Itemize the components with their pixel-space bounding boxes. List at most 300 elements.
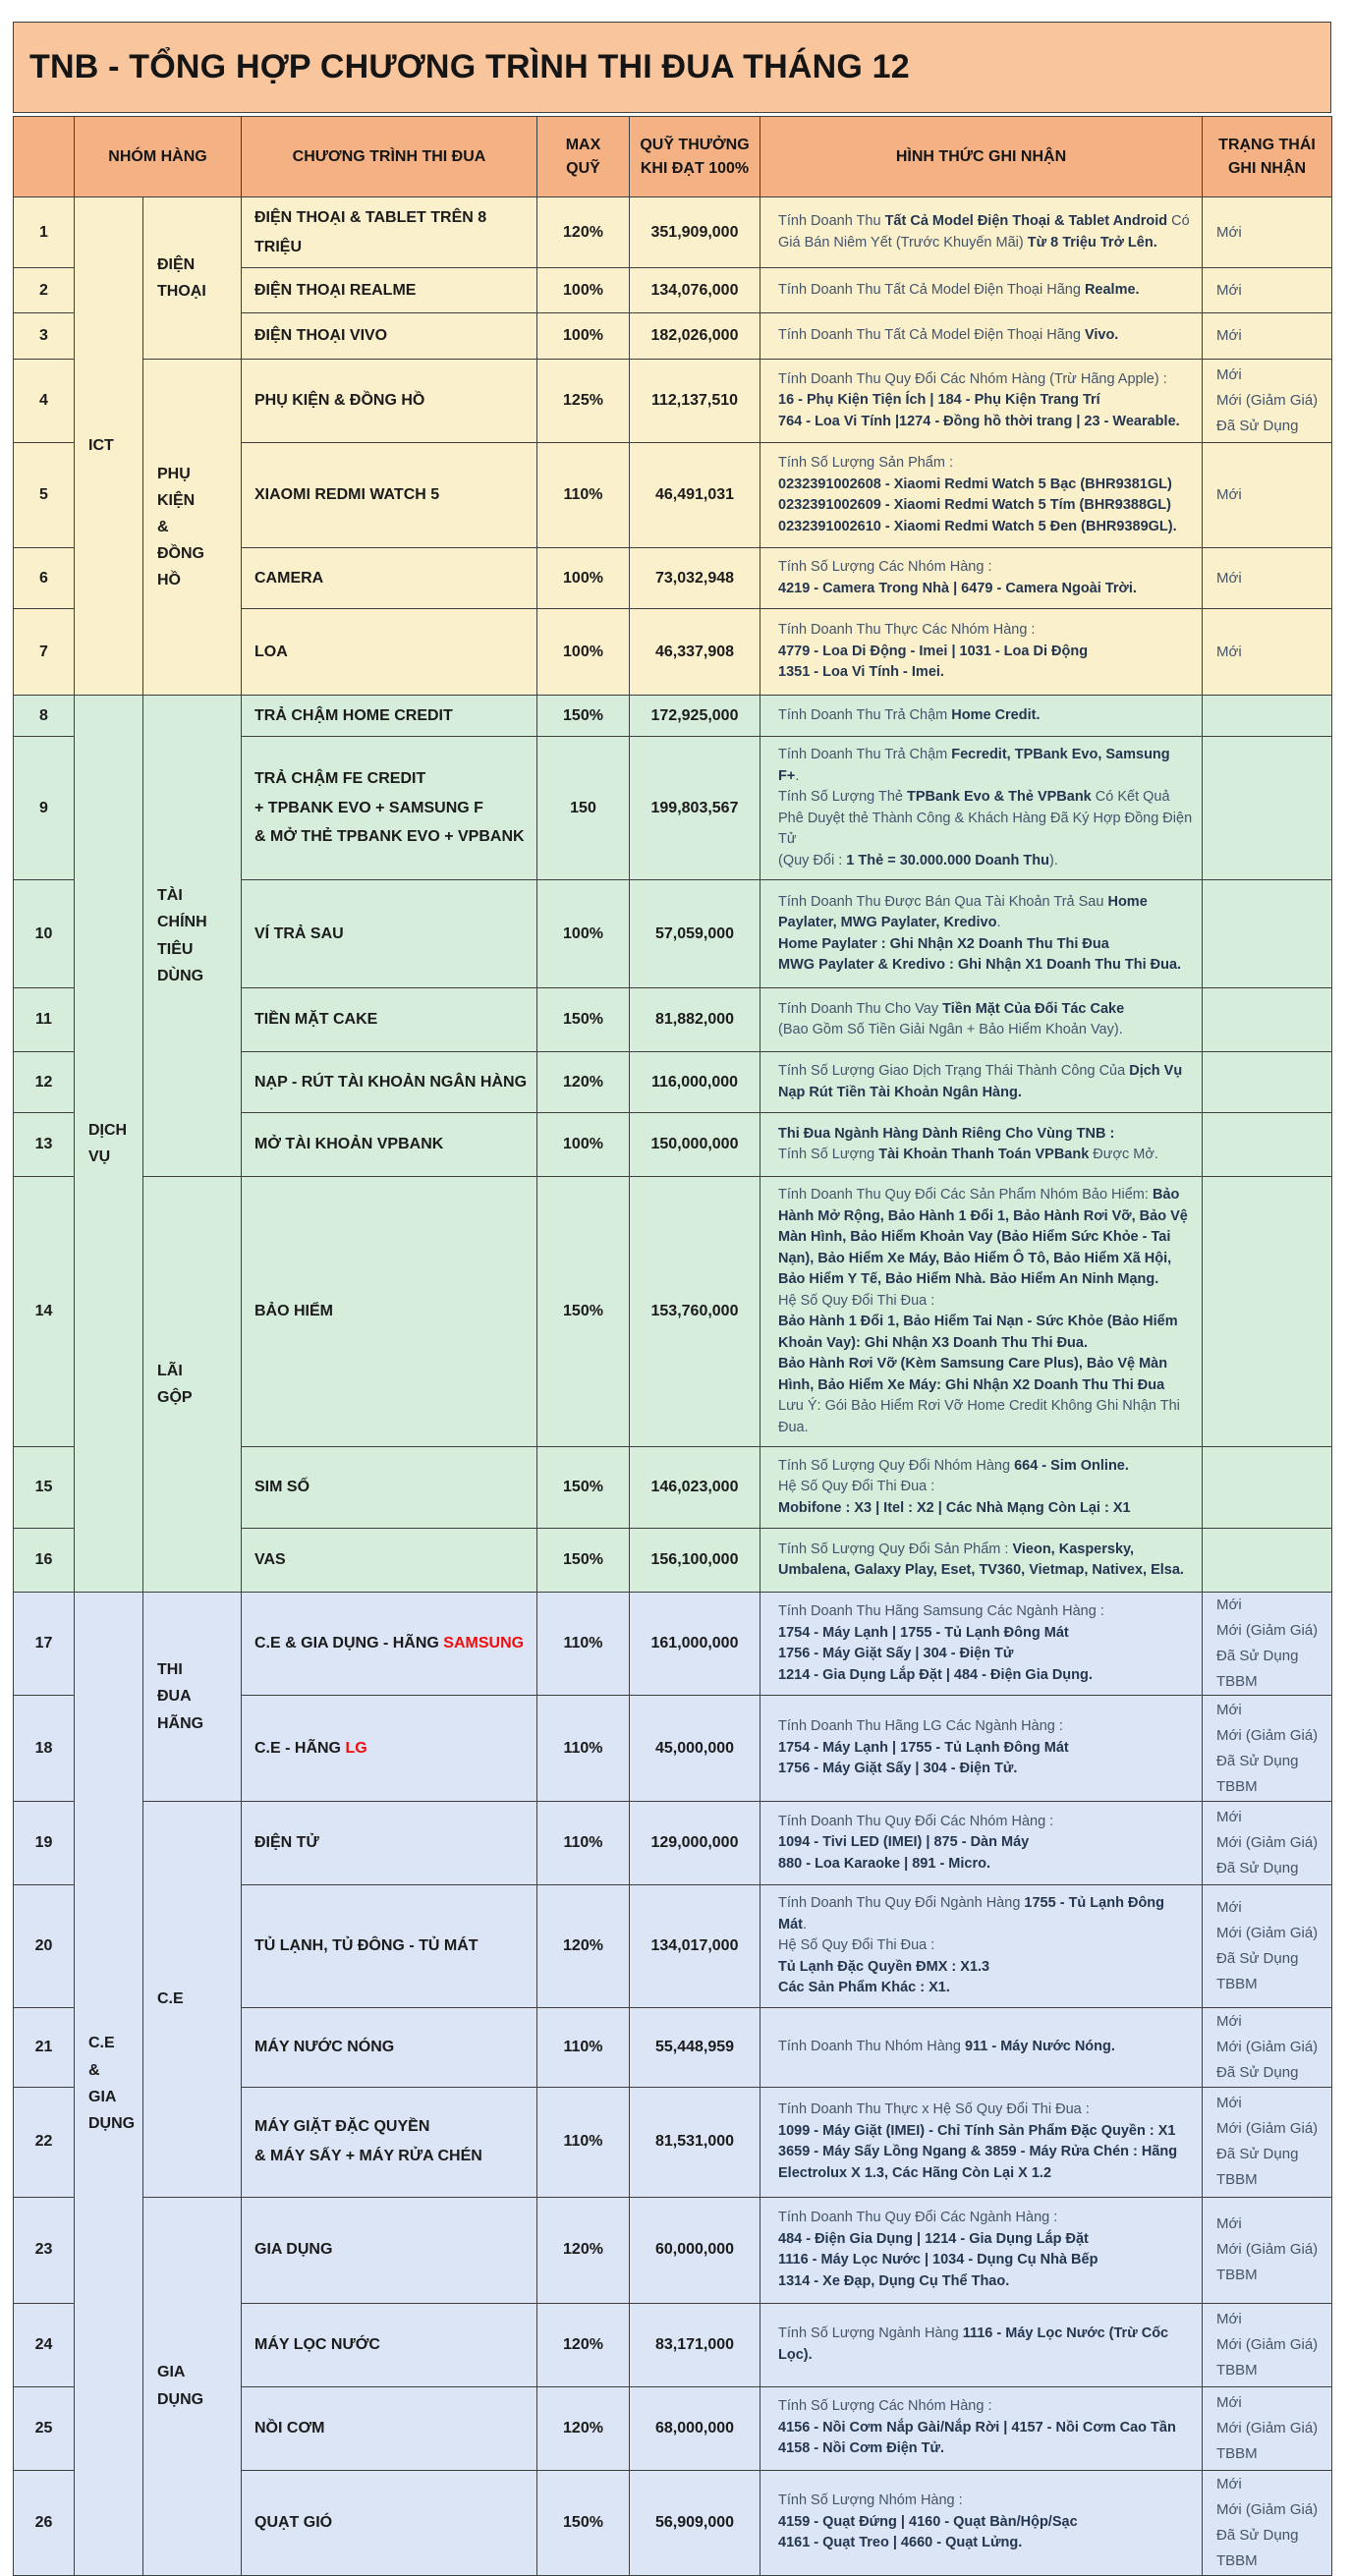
recording-method-cell [760,1696,1203,1802]
recording-method-segment: 1116 - Máy Lọc Nước | 1034 - Dụng Cụ Nhà Bếp [778,2252,1098,2268]
table-row [14,1593,1332,1696]
status-line: Mới (Giảm Giá) [1216,1924,1319,1941]
row-number: 13 [14,1113,75,1177]
status-cell [1203,2470,1332,2575]
reward-fund-cell: 57,059,000 [630,880,760,988]
reward-fund-cell: 55,448,959 [630,2007,760,2087]
recording-method-line [778,999,1194,1021]
reward-fund-cell: 182,026,000 [630,313,760,360]
reward-fund-cell: 150,000,000 [630,1113,760,1177]
program-name-cell [242,2197,537,2303]
recording-method-segment: Tính Số Lượng Giao Dịch Trạng Thái Thành Công Của [778,1063,1130,1079]
recording-method-segment: Tính Số Lượng Ngành Hàng [778,2325,963,2341]
reward-fund-cell: 129,000,000 [630,1802,760,1885]
status-line: Mới [1216,2393,1242,2411]
row-number: 10 [14,880,75,988]
status-line: Mới [1216,2310,1242,2327]
status-cell [1203,1593,1332,1696]
recording-method-line [778,2438,1194,2460]
recording-method-line [778,1061,1194,1103]
reward-fund-cell: 199,803,567 [630,737,760,880]
max-fund-cell: 110% [537,2007,630,2087]
recording-method-segment: Tính Số Lượng Sản Phẩm : [778,455,954,471]
max-fund-cell: 120% [537,1052,630,1113]
status-cell [1203,696,1332,737]
status-line: Đã Sử Dụng [1216,2146,1299,2162]
recording-method-line [778,2037,1194,2058]
recording-method-line [778,892,1194,934]
recording-method-line [778,2250,1194,2271]
recording-method-segment: Hệ Số Quy Đổi Thi Đua : [778,1479,935,1495]
row-number: 24 [14,2303,75,2386]
recording-method-segment: (Bao Gồm Số Tiền Giải Ngân + Bảo Hiểm Khoản Vay). [778,1022,1123,1037]
program-name-segment: NẠP - RÚT TÀI KHOẢN NGÂN HÀNG [254,1073,528,1091]
recording-method-segment: Bảo Hành 1 Đổi 1, Bảo Hiểm Tai Nạn - Sức Khỏe (Bảo Hiểm Khoản Vay): Ghi Nhận X3 Doanh Thu Thi Đua. [778,1314,1178,1351]
status-line: Mới (Giảm Giá) [1216,2419,1319,2436]
recording-method-segment: 1094 - Tivi LED (IMEI) | 875 - Dàn Máy [778,1834,1030,1851]
program-name-segment: ĐIỆN THOẠI REALME [254,281,417,299]
program-name-segment: NỒI CƠM [254,2419,325,2436]
recording-method-segment: 0232391002609 - Xiaomi Redmi Watch 5 Tím (BHR9388GL) [778,497,1171,513]
recording-method-cell [760,2087,1203,2197]
header-trang-thai: TRẠNG THÁI GHI NHẬN [1203,117,1332,197]
program-name-segment: VAS [254,1551,286,1569]
recording-method-line [778,2271,1194,2293]
status-line: Mới [1216,643,1242,660]
program-name-cell [242,1113,537,1177]
page-title: TNB - TỔNG HỢP CHƯƠNG TRÌNH THI ĐUA THÁNG 12 [29,48,910,85]
row-number: 3 [14,313,75,360]
recording-method-segment: Tài Khoản Thanh Toán VPBank [878,1147,1090,1162]
program-name-cell [242,2386,537,2470]
max-fund-cell: 110% [537,1802,630,1885]
recording-method-line [778,2533,1194,2554]
header-chuong-trinh: CHƯƠNG TRÌNH THI ĐUA [242,117,537,197]
recording-method-line [778,1759,1194,1780]
recording-method-line [778,517,1194,538]
max-fund-cell: 150% [537,1177,630,1447]
header-index [14,117,75,197]
recording-method-segment: 4219 - Camera Trong Nhà | 6479 - Camera Ngoài Trời. [778,580,1137,596]
status-cell [1203,1885,1332,2008]
row-number: 5 [14,443,75,548]
status-cell [1203,548,1332,609]
row-number: 17 [14,1593,75,1696]
max-fund-cell: 120% [537,2197,630,2303]
program-name-segment: C.E - HÃNG [254,1739,346,1757]
recording-method-segment: Tính Doanh Thu Thực x Hệ Số Quy Đổi Thi Đua : [778,2101,1090,2117]
recording-method-line [778,412,1194,433]
row-number: 2 [14,268,75,313]
header-hinh-thuc: HÌNH THỨC GHI NHẬN [760,117,1203,197]
recording-method-segment: Các Sản Phẩm Khác : X1. [778,1980,950,1995]
program-name-cell [242,360,537,443]
reward-fund-cell: 134,076,000 [630,268,760,313]
header-row [14,117,1332,197]
recording-method-line [778,2100,1194,2121]
max-fund-cell: 150% [537,1529,630,1593]
recording-method-line [778,2491,1194,2512]
max-fund-cell: 100% [537,313,630,360]
status-cell [1203,1052,1332,1113]
status-cell [1203,1802,1332,1885]
recording-method-line [778,211,1194,253]
status-cell [1203,2087,1332,2197]
program-name-segment: TỦ LẠNH, TỦ ĐÔNG - TỦ MÁT [254,1936,478,1954]
recording-method-segment: Tính Số Lượng Nhóm Hàng : [778,2492,963,2509]
recording-method-cell [760,360,1203,443]
recording-method-line [778,1354,1194,1396]
recording-method-segment: Tính Doanh Thu Tất Cả Model Điện Thoại Hãng [778,281,1085,298]
status-cell [1203,2197,1332,2303]
recording-method-segment: 1756 - Máy Giặt Sấy | 304 - Điện Tử [778,1646,1014,1661]
status-line: Mới [1216,281,1242,299]
status-line: TBBM [1216,2267,1258,2283]
recording-method-line [778,1396,1194,1438]
recording-method-segment: (Quy Đổi : [778,852,847,868]
status-line: TBBM [1216,1777,1258,1795]
recording-method-line [778,1124,1194,1146]
recording-method-segment: Tính Số Lượng Các Nhóm Hàng : [778,559,992,575]
status-line: Đã Sử Dụng [1216,2063,1299,2081]
reward-fund-cell: 56,909,000 [630,2470,760,2575]
status-line: Mới [1216,1596,1242,1613]
recording-method-segment: 4159 - Quạt Đứng | 4160 - Quạt Bàn/Hộp/Sạc [778,2513,1078,2530]
recording-method-segment: 880 - Loa Karaoke | 891 - Micro. [778,1855,991,1872]
recording-method-cell [760,1177,1203,1447]
status-cell [1203,1113,1332,1177]
row-number: 12 [14,1052,75,1113]
recording-method-cell [760,737,1203,880]
program-name-segment: MÁY GIẶT ĐẶC QUYỀN [254,2118,430,2136]
status-line: TBBM [1216,1975,1258,1992]
recording-method-segment: Fecredit, TPBank Evo, Samsung F+ [778,747,1170,784]
recording-method-line [778,2229,1194,2251]
max-fund-cell: 120% [537,1885,630,2008]
recording-method-segment: 1756 - Máy Giặt Sấy | 304 - Điện Tử. [778,1761,1018,1777]
program-name-cell [242,696,537,737]
recording-method-segment: . [795,767,800,784]
max-fund-cell: 150% [537,2470,630,2575]
recording-method-segment: Realme. [1084,281,1140,298]
program-name-segment: CAMERA [254,569,324,587]
max-fund-cell: 110% [537,2087,630,2197]
status-line: Mới [1216,486,1242,503]
program-name-segment: LOA [254,643,288,660]
recording-method-cell [760,1593,1203,1696]
max-fund-cell: 110% [537,1593,630,1696]
program-name-cell [242,737,537,880]
recording-method-line [778,1312,1194,1354]
recording-method-segment: Bảo Hành Mở Rộng, Bảo Hành 1 Đổi 1, Bảo Hành Rơi Vỡ, Bảo Vệ Màn Hình, Bảo Hiểm Khoản Vay (Bảo Hiểm Sức Khỏe - Tai Nạn), Bảo Hiểm Xe Máy, Bảo Hiểm Ô Tô, Bảo Hiểm Xã Hội, Bảo Hiểm Y Tế, Bảo Hiểm Nhà. Bảo Hiểm An Ninh Mạng. [778,1187,1188,1287]
recording-method-cell [760,609,1203,696]
recording-method-cell [760,197,1203,268]
recording-method-line [778,325,1194,347]
program-name-cell [242,2303,537,2386]
recording-method-line [778,1738,1194,1760]
recording-method-cell [760,443,1203,548]
program-name-segment: & MÁY SẤY + MÁY RỬA CHÉN [254,2148,482,2164]
recording-method-segment: Tính Doanh Thu Tất Cả Model Điện Thoại Hãng [778,327,1085,344]
status-cell [1203,609,1332,696]
row-number: 23 [14,2197,75,2303]
program-name-segment: TRẢ CHẬM HOME CREDIT [254,706,453,724]
row-number: 9 [14,737,75,880]
table-body [14,197,1332,2576]
group-cell: ICT [75,197,143,696]
recording-method-segment: Tính Số Lượng Quy Đổi Nhóm Hàng [778,1457,1015,1474]
reward-fund-cell: 153,760,000 [630,1177,760,1447]
reward-fund-cell: 46,491,031 [630,443,760,548]
max-fund-cell: 150% [537,696,630,737]
reward-fund-cell: 112,137,510 [630,360,760,443]
recording-method-segment: Bảo Hành Rơi Vỡ (Kèm Samsung Care Plus), Bảo Vệ Màn Hình, Bảo Hiểm Xe Máy: Ghi Nhận X2 Doanh Thu Thi Đua [778,1356,1168,1393]
status-cell [1203,2386,1332,2470]
status-cell [1203,197,1332,268]
row-number: 7 [14,609,75,696]
recording-method-line [778,1935,1194,1957]
reward-fund-cell: 45,000,000 [630,1696,760,1802]
max-fund-cell: 100% [537,880,630,988]
recording-method-line [778,1291,1194,1313]
recording-method-segment: . [802,1916,808,1932]
recording-method-segment: Tính Doanh Thu [778,213,885,229]
recording-method-cell [760,1529,1203,1593]
recording-method-segment: Tính Doanh Thu Hãng Samsung Các Ngành Hàng : [778,1603,1104,1619]
reward-fund-cell: 172,925,000 [630,696,760,737]
program-name-cell [242,268,537,313]
row-number: 16 [14,1529,75,1593]
max-fund-cell: 150% [537,988,630,1052]
status-line: Mới [1216,1701,1242,1718]
max-fund-cell: 110% [537,443,630,548]
recording-method-line [778,1644,1194,1665]
recording-method-line [778,1145,1194,1166]
max-fund-cell: 100% [537,548,630,609]
program-name-segment: ĐIỆN THOẠI & TABLET TRÊN 8 TRIỆU [254,208,487,255]
status-line: Mới [1216,223,1242,241]
program-name-segment: SAMSUNG [443,1635,525,1652]
status-cell [1203,313,1332,360]
recording-method-cell [760,988,1203,1052]
recording-method-line [778,2208,1194,2229]
status-line: Đã Sử Dụng [1216,1752,1299,1769]
recording-method-line [778,662,1194,684]
recording-method-segment: Có Giá Bán Niêm Yết (Trước Khuyến Mãi) [778,213,1190,251]
recording-method-line [778,1601,1194,1623]
title-bar [13,22,1331,113]
max-fund-cell: 150% [537,1447,630,1529]
row-number: 15 [14,1447,75,1529]
recording-method-line [778,390,1194,412]
subgroup-cell: PHỤ KIỆN & ĐỒNG HỒ [143,360,242,696]
competition-table [13,116,1332,2576]
program-name-segment: XIAOMI REDMI WATCH 5 [254,486,440,504]
program-name-cell [242,880,537,988]
recording-method-segment: Tính Doanh Thu Quy Đổi Ngành Hàng [778,1895,1025,1911]
recording-method-line [778,620,1194,642]
status-line: TBBM [1216,2551,1258,2569]
status-line: Đã Sử Dụng [1216,418,1299,434]
recording-method-segment: TPBank Evo & Thẻ VPBank [907,789,1092,805]
max-fund-cell: 110% [537,1696,630,1802]
status-cell [1203,737,1332,880]
recording-method-line [778,453,1194,475]
recording-method-segment: 1099 - Máy Giặt (IMEI) - Chỉ Tính Sản Phẩm Đặc Quyền : X1 [778,2122,1176,2139]
recording-method-line [778,495,1194,517]
header-nhom-hang: NHÓM HÀNG [75,117,242,197]
status-line: Mới [1216,2012,1242,2030]
table-row [14,2197,1332,2303]
program-name-cell [242,548,537,609]
recording-method-segment: 0232391002610 - Xiaomi Redmi Watch 5 Đen (BHR9389GL). [778,518,1177,534]
max-fund-cell: 100% [537,1113,630,1177]
recording-method-line [778,369,1194,391]
subgroup-cell: LÃI GỘP [143,1177,242,1593]
reward-fund-cell: 81,882,000 [630,988,760,1052]
reward-fund-cell: 351,909,000 [630,197,760,268]
row-number: 18 [14,1696,75,1802]
recording-method-segment: Vieon, Kaspersky, Umbalena, Galaxy Play, Eset, TV360, Vietmap, Nativex, Elsa. [778,1540,1184,1578]
status-line: Mới [1216,366,1242,383]
row-number: 22 [14,2087,75,2197]
status-cell [1203,360,1332,443]
recording-method-line [778,745,1194,787]
recording-method-line [778,1832,1194,1854]
recording-method-line [778,1020,1194,1041]
status-line: Mới (Giảm Giá) [1216,2038,1319,2055]
recording-method-segment: Được Mở. [1089,1147,1158,1162]
recording-method-segment: 3659 - Máy Sấy Lồng Ngang & 3859 - Máy Rửa Chén : Hãng Electrolux X 1.3, Các Hãng Còn Lại X 1.2 [778,2144,1178,2181]
recording-method-segment: Tính Doanh Thu Trả Chậm [778,706,952,723]
status-line: Mới [1216,1809,1242,1825]
program-name-cell [242,1177,537,1447]
recording-method-line [778,1812,1194,1833]
header-quy-thuong: QUỸ THƯỞNG KHI ĐẠT 100% [630,117,760,197]
recording-method-cell [760,880,1203,988]
recording-method-line [778,2418,1194,2439]
table-row [14,1177,1332,1447]
status-cell [1203,1696,1332,1802]
recording-method-segment: Từ 8 Triệu Trở Lên. [1027,234,1157,251]
program-name-cell [242,988,537,1052]
max-fund-cell: 125% [537,360,630,443]
max-fund-cell: 120% [537,2386,630,2470]
row-number: 14 [14,1177,75,1447]
status-line: Đã Sử Dụng [1216,2526,1299,2544]
recording-method-segment: Tính Doanh Thu Quy Đổi Các Nhóm Hàng : [778,1813,1054,1829]
recording-method-segment: Hệ Số Quy Đổi Thi Đua : [778,1292,935,1309]
recording-method-segment: MWG Paylater & Kredivo : Ghi Nhận X1 Doanh Thu Thi Đua. [778,957,1182,973]
recording-method-segment: 1 Thẻ = 30.000.000 Doanh Thu [846,852,1049,868]
subgroup-cell: THI ĐUA HÃNG [143,1593,242,1802]
recording-method-segment: 1754 - Máy Lạnh | 1755 - Tủ Lạnh Đông Mát [778,1739,1069,1756]
table-header [14,117,1332,197]
reward-fund-cell: 83,171,000 [630,2303,760,2386]
recording-method-line [778,1978,1194,1999]
recording-method-segment: Tất Cả Model Điện Thoại & Tablet Android [884,213,1168,229]
recording-method-cell [760,313,1203,360]
status-line: Mới (Giảm Giá) [1216,1622,1319,1639]
recording-method-segment: 4161 - Quạt Treo | 4660 - Quạt Lửng. [778,2535,1023,2551]
recording-method-segment: Hệ Số Quy Đổi Thi Đua : [778,1937,935,1953]
status-line: Mới [1216,2215,1242,2232]
status-line: TBBM [1216,2361,1258,2379]
recording-method-line [778,934,1194,956]
row-number: 25 [14,2386,75,2470]
max-fund-cell: 100% [537,609,630,696]
status-line: Mới (Giảm Giá) [1216,2500,1319,2518]
recording-method-cell [760,2007,1203,2087]
recording-method-line [778,1716,1194,1738]
recording-method-line [778,579,1194,600]
recording-method-segment: 1214 - Gia Dụng Lắp Đặt | 484 - Điện Gia Dụng. [778,1666,1093,1683]
program-name-segment: TIỀN MẶT CAKE [254,1011,378,1029]
row-number: 1 [14,197,75,268]
reward-fund-cell: 60,000,000 [630,2197,760,2303]
program-name-segment: ĐIỆN TỬ [254,1834,319,1852]
recording-method-cell [760,1885,1203,2008]
recording-method-segment: Tính Doanh Thu Hãng LG Các Ngành Hàng : [778,1718,1063,1735]
program-name-segment: PHỤ KIỆN & ĐỒNG HỒ [254,392,425,410]
recording-method-cell [760,2197,1203,2303]
recording-method-line [778,1540,1194,1582]
recording-method-segment: Tính Doanh Thu Cho Vay [778,1000,943,1017]
program-name-cell [242,1885,537,2008]
recording-method-segment: Home Credit. [951,706,1041,723]
row-number: 26 [14,2470,75,2575]
recording-method-cell [760,548,1203,609]
recording-method-segment: Home Paylater : Ghi Nhận X2 Doanh Thu Thi Đua [778,935,1109,952]
recording-method-cell [760,2470,1203,2575]
group-cell: C.E & GIA DỤNG [75,1593,143,2576]
recording-method-segment: 1754 - Máy Lạnh | 1755 - Tủ Lạnh Đông Mát [778,1624,1069,1641]
recording-method-segment: Tính Doanh Thu Nhóm Hàng [778,2038,965,2054]
status-cell [1203,1529,1332,1593]
status-cell [1203,2303,1332,2386]
status-line: Mới [1216,2095,1242,2111]
recording-method-cell [760,268,1203,313]
recording-method-line [778,1957,1194,1979]
status-cell [1203,2007,1332,2087]
header-max-quy: MAX QUỸ [537,117,630,197]
reward-fund-cell: 73,032,948 [630,548,760,609]
recording-method-segment: 1116 - Máy Lọc Nước (Trừ Cốc Lọc). [778,2325,1169,2363]
status-line: Mới (Giảm Giá) [1216,2120,1319,2137]
recording-method-line [778,1498,1194,1520]
recording-method-line [778,475,1194,496]
recording-method-line [778,851,1194,872]
recording-method-line [778,280,1194,302]
status-line: Mới (Giảm Giá) [1216,1834,1319,1851]
status-line: TBBM [1216,2171,1258,2188]
recording-method-cell [760,1447,1203,1529]
program-name-segment: ĐIỆN THOẠI VIVO [254,327,388,345]
program-name-cell [242,1052,537,1113]
recording-method-cell [760,2303,1203,2386]
subgroup-cell: ĐIỆN THOẠI [143,197,242,360]
max-fund-cell: 120% [537,197,630,268]
recording-method-segment: 4156 - Nồi Cơm Nắp Gài/Nắp Rời | 4157 - Nồi Cơm Cao Tần [778,2419,1176,2436]
status-line: Đã Sử Dụng [1216,1860,1299,1876]
report-canvas [13,22,1331,2576]
recording-method-segment: Lưu Ý: Gói Bảo Hiểm Rơi Vỡ Home Credit Không Ghi Nhận Thi Đua. [778,1398,1180,1435]
program-name-cell [242,443,537,548]
row-number: 6 [14,548,75,609]
program-name-segment: LG [345,1739,367,1757]
status-line: Mới (Giảm Giá) [1216,2241,1319,2258]
recording-method-segment: Tính Doanh Thu Thực Các Nhóm Hàng : [778,622,1036,639]
